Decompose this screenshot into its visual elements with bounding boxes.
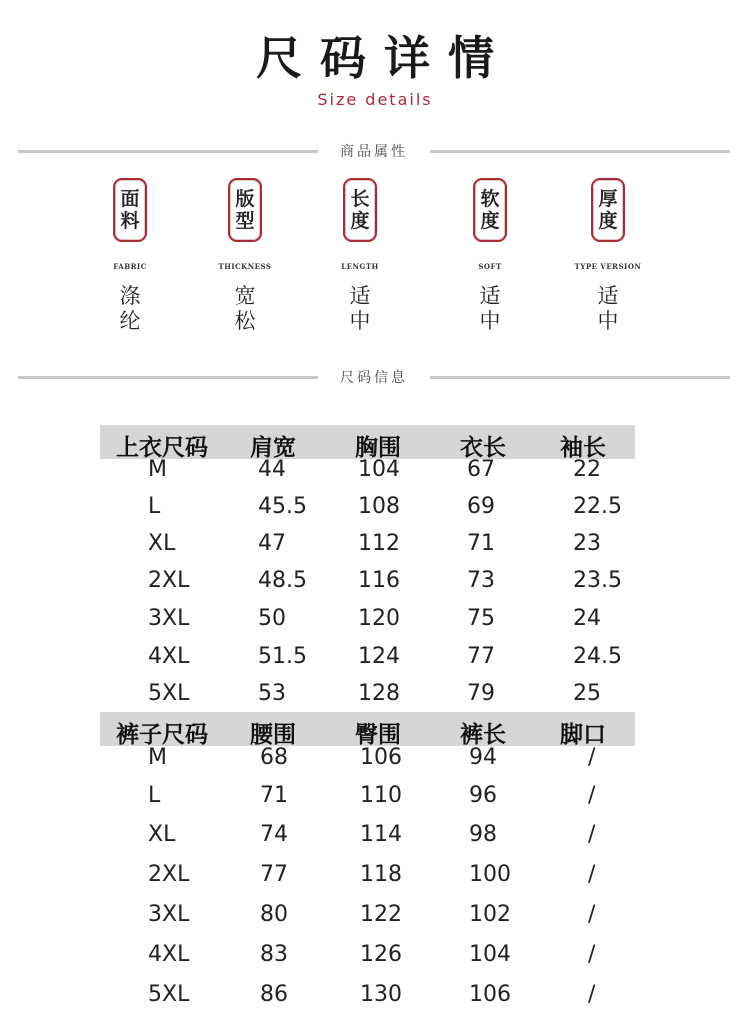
table-row xyxy=(100,982,640,1012)
section-label-size: 尺码信息 xyxy=(340,370,408,386)
table-cell: 102 xyxy=(469,902,511,927)
attribute-english-label: LENGTH xyxy=(341,262,379,271)
attribute-value: 宽松 xyxy=(234,284,256,333)
table-row xyxy=(100,494,640,524)
table-cell: 3XL xyxy=(148,606,190,631)
attribute-item xyxy=(430,178,550,334)
table-cell: 22 xyxy=(573,457,601,482)
table-cell: 83 xyxy=(260,942,288,967)
seal-char: 软 xyxy=(480,188,500,210)
attribute-item xyxy=(300,178,420,334)
attribute-seal xyxy=(591,178,625,242)
section-divider-attributes xyxy=(18,141,730,161)
table-cell: 104 xyxy=(469,942,511,967)
table-cell: 69 xyxy=(467,494,495,519)
table-cell: 44 xyxy=(258,457,286,482)
table-cell: / xyxy=(588,862,596,887)
table-cell: XL xyxy=(148,531,176,556)
table-cell: 45.5 xyxy=(258,494,307,519)
seal-char: 版 xyxy=(235,188,255,210)
table-cell: 50 xyxy=(258,606,286,631)
table-cell: 124 xyxy=(358,644,400,669)
table-cell: 77 xyxy=(467,644,495,669)
table-cell: 116 xyxy=(358,568,400,593)
table-cell: 106 xyxy=(469,982,511,1007)
table-cell: XL xyxy=(148,822,176,847)
table-header-cell: 裤子尺码 xyxy=(116,722,208,748)
table-cell: 53 xyxy=(258,681,286,706)
attribute-english-label: THICKNESS xyxy=(218,262,272,271)
table-cell: 24 xyxy=(573,606,601,631)
table-cell: 77 xyxy=(260,862,288,887)
table-row xyxy=(100,783,640,813)
attribute-seal xyxy=(473,178,507,242)
table-header-cell: 裤长 xyxy=(460,722,506,748)
table-cell: 25 xyxy=(573,681,601,706)
table-cell: 2XL xyxy=(148,862,190,887)
table-row xyxy=(100,822,640,852)
table-header-row xyxy=(100,425,635,459)
table-row xyxy=(100,644,640,674)
table-header-cell: 脚口 xyxy=(560,722,606,748)
table-row xyxy=(100,681,640,711)
table-cell: 104 xyxy=(358,457,400,482)
attribute-item xyxy=(548,178,668,334)
table-cell: 4XL xyxy=(148,942,190,967)
table-cell: 5XL xyxy=(148,982,190,1007)
table-header-cell: 袖长 xyxy=(560,435,606,461)
table-cell: 74 xyxy=(260,822,288,847)
table-row xyxy=(100,942,640,972)
table-row xyxy=(100,902,640,932)
table-header-cell: 衣长 xyxy=(460,435,506,461)
table-header-cell: 上衣尺码 xyxy=(116,435,208,461)
page-title: 尺码详情 xyxy=(256,31,512,85)
table-cell: 112 xyxy=(358,531,400,556)
table-cell: 23 xyxy=(573,531,601,556)
table-row xyxy=(100,745,640,775)
table-cell: 94 xyxy=(469,745,497,770)
table-cell: / xyxy=(588,745,596,770)
seal-char: 料 xyxy=(120,210,140,232)
table-header-cell: 臀围 xyxy=(355,722,401,748)
table-cell: 86 xyxy=(260,982,288,1007)
seal-char: 度 xyxy=(598,210,618,232)
table-cell: 96 xyxy=(469,783,497,808)
table-cell: 80 xyxy=(260,902,288,927)
seal-char: 度 xyxy=(480,210,500,232)
attribute-seal xyxy=(343,178,377,242)
table-cell: 98 xyxy=(469,822,497,847)
table-cell: 24.5 xyxy=(573,644,622,669)
table-cell: 110 xyxy=(360,783,402,808)
attribute-item xyxy=(70,178,190,334)
table-header-row xyxy=(100,712,635,746)
attribute-value: 涤纶 xyxy=(119,284,141,333)
table-row xyxy=(100,862,640,892)
attribute-value: 适中 xyxy=(349,284,371,333)
attribute-value: 适中 xyxy=(597,284,619,333)
table-cell: M xyxy=(148,457,167,482)
table-cell: L xyxy=(148,783,161,808)
seal-char: 长 xyxy=(350,188,370,210)
table-cell: 3XL xyxy=(148,902,190,927)
table-cell: 128 xyxy=(358,681,400,706)
table-row xyxy=(100,531,640,561)
table-cell: 126 xyxy=(360,942,402,967)
seal-char: 面 xyxy=(120,188,140,210)
table-row xyxy=(100,568,640,598)
table-cell: 108 xyxy=(358,494,400,519)
table-cell: 71 xyxy=(260,783,288,808)
table-cell: 2XL xyxy=(148,568,190,593)
table-header-cell: 胸围 xyxy=(355,435,401,461)
table-header-cell: 肩宽 xyxy=(250,435,296,461)
attribute-seal xyxy=(113,178,147,242)
table-cell: 23.5 xyxy=(573,568,622,593)
table-cell: 120 xyxy=(358,606,400,631)
table-cell: 73 xyxy=(467,568,495,593)
table-cell: 68 xyxy=(260,745,288,770)
table-cell: 75 xyxy=(467,606,495,631)
table-cell: 4XL xyxy=(148,644,190,669)
section-label-attributes: 商品属性 xyxy=(340,144,408,160)
attribute-english-label: TYPE VERSION xyxy=(574,262,642,271)
attribute-value: 适中 xyxy=(479,284,501,333)
seal-char: 度 xyxy=(350,210,370,232)
table-cell: L xyxy=(148,494,161,519)
attribute-item xyxy=(185,178,305,334)
page-subtitle: Size details xyxy=(317,90,433,109)
table-cell: 48.5 xyxy=(258,568,307,593)
table-cell: / xyxy=(588,982,596,1007)
table-cell: / xyxy=(588,942,596,967)
table-cell: 67 xyxy=(467,457,495,482)
table-cell: M xyxy=(148,745,167,770)
table-cell: 100 xyxy=(469,862,511,887)
table-cell: 71 xyxy=(467,531,495,556)
table-cell: 122 xyxy=(360,902,402,927)
table-cell: 5XL xyxy=(148,681,190,706)
table-cell: 106 xyxy=(360,745,402,770)
table-cell: 130 xyxy=(360,982,402,1007)
section-divider-size xyxy=(18,367,730,387)
table-cell: 22.5 xyxy=(573,494,622,519)
table-row xyxy=(100,606,640,636)
attribute-seal xyxy=(228,178,262,242)
table-cell: 47 xyxy=(258,531,286,556)
seal-char: 型 xyxy=(235,210,255,232)
table-cell: 114 xyxy=(360,822,402,847)
table-cell: / xyxy=(588,822,596,847)
table-cell: 118 xyxy=(360,862,402,887)
attribute-english-label: FABRIC xyxy=(113,262,147,271)
table-header-cell: 腰围 xyxy=(250,722,296,748)
table-cell: / xyxy=(588,783,596,808)
seal-char: 厚 xyxy=(598,188,618,210)
table-cell: 51.5 xyxy=(258,644,307,669)
table-cell: / xyxy=(588,902,596,927)
attribute-english-label: SOFT xyxy=(478,262,502,271)
table-cell: 79 xyxy=(467,681,495,706)
table-row xyxy=(100,457,640,487)
